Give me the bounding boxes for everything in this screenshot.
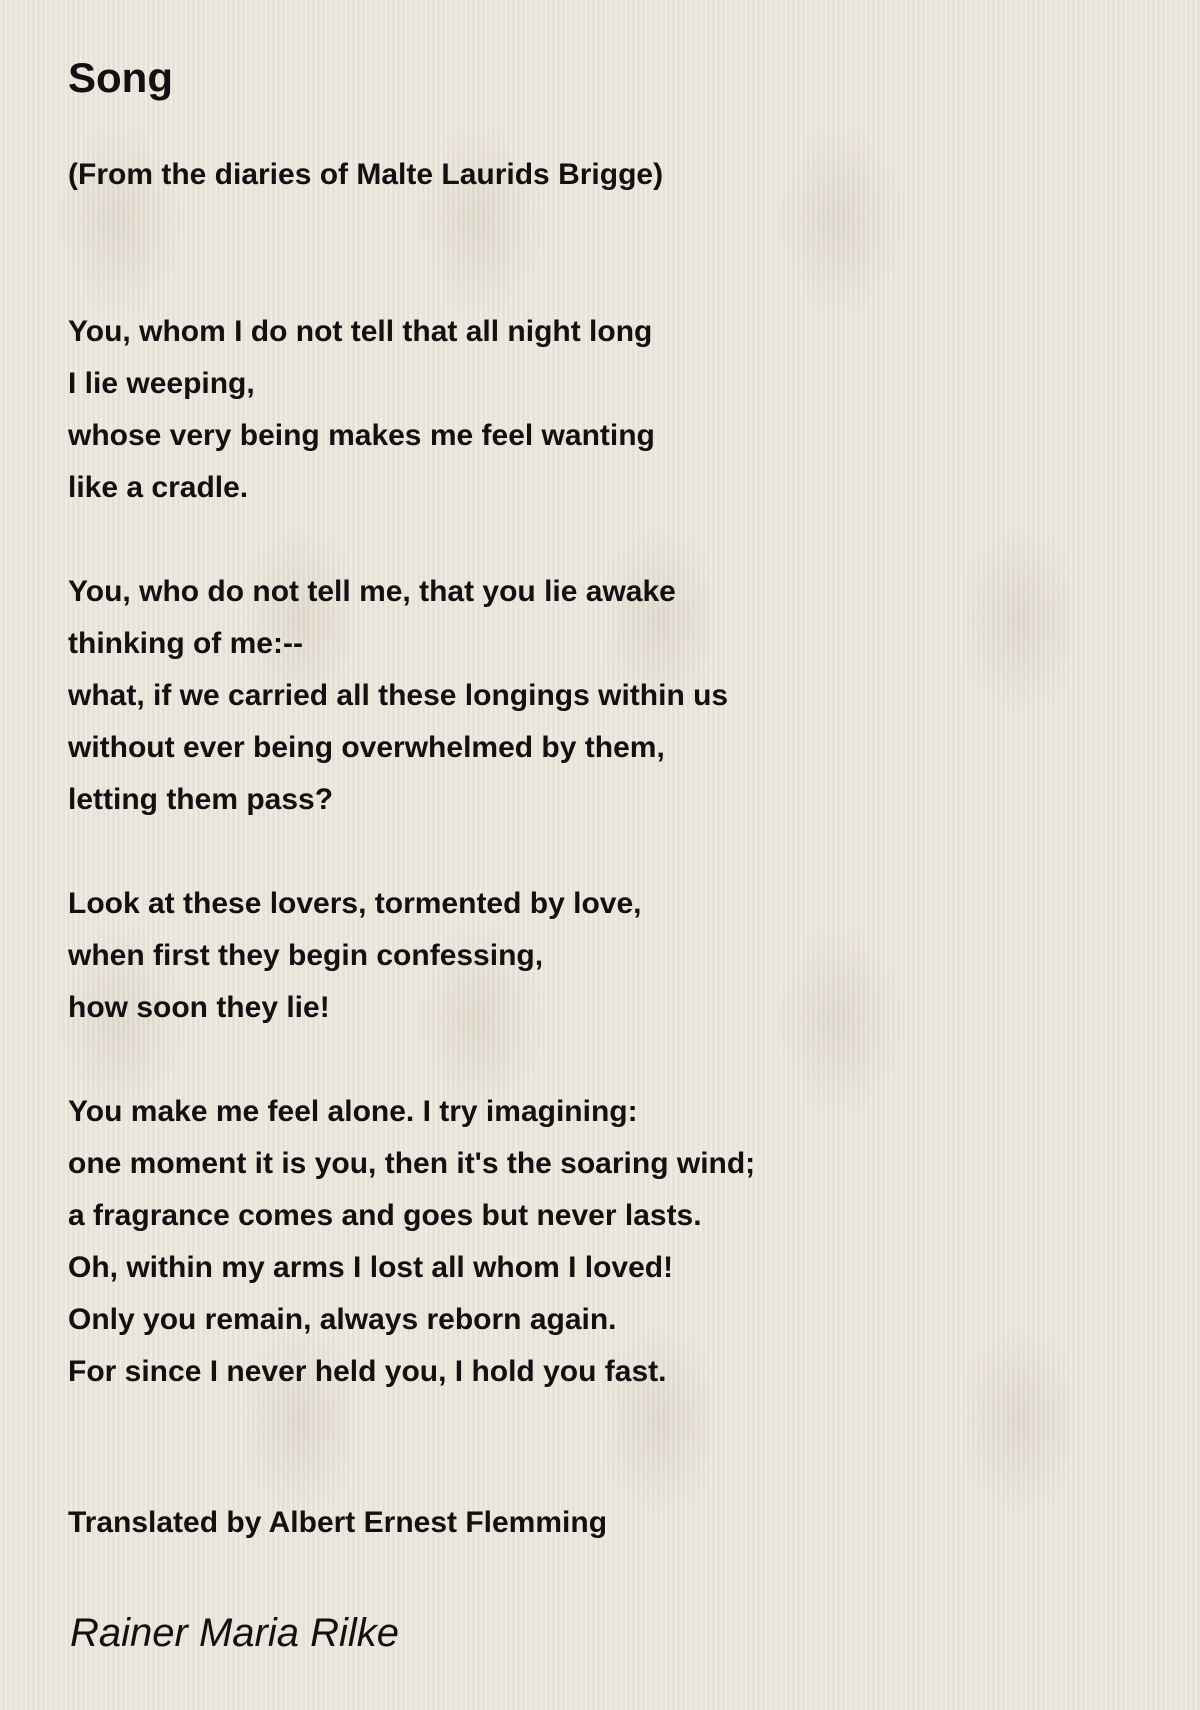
stanza-2: [68, 566, 755, 826]
poem-line: how soon they lie!: [68, 991, 330, 1024]
poem-line: when first they begin confessing,: [68, 939, 544, 972]
poem-line: For since I never held you, I hold you fast.: [68, 1355, 667, 1388]
stanza-1: [68, 306, 755, 514]
poem-line: You, whom I do not tell that all night long: [68, 315, 653, 348]
poem-body: [68, 306, 755, 1450]
poem-line: Oh, within my arms I lost all whom I loved!: [68, 1251, 674, 1284]
poem-line: thinking of me:--: [68, 627, 303, 660]
author-name: Rainer Maria Rilke: [70, 1611, 399, 1655]
stanza-3: [68, 878, 755, 1034]
poem-title: Song: [68, 54, 173, 101]
poem-line: You make me feel alone. I try imagining:: [68, 1095, 638, 1128]
poem-line: Look at these lovers, tormented by love,: [68, 887, 642, 920]
translator-credit: Translated by Albert Ernest Flemming: [68, 1506, 608, 1539]
poem-subtitle: (From the diaries of Malte Laurids Brigge): [68, 158, 664, 191]
poem-line: I lie weeping,: [68, 367, 255, 400]
poem-line: like a cradle.: [68, 471, 249, 504]
poem-line: You, who do not tell me, that you lie awake: [68, 575, 676, 608]
poem-line: without ever being overwhelmed by them,: [68, 731, 665, 764]
poem-line: one moment it is you, then it's the soaring wind;: [68, 1147, 756, 1180]
poem-line: Only you remain, always reborn again.: [68, 1303, 617, 1336]
poem-line: whose very being makes me feel wanting: [68, 419, 655, 452]
poem-line: a fragrance comes and goes but never lasts.: [68, 1199, 702, 1232]
stanza-4: [68, 1086, 755, 1398]
poem-line: what, if we carried all these longings within us: [68, 679, 729, 712]
poem-line: letting them pass?: [68, 783, 334, 816]
